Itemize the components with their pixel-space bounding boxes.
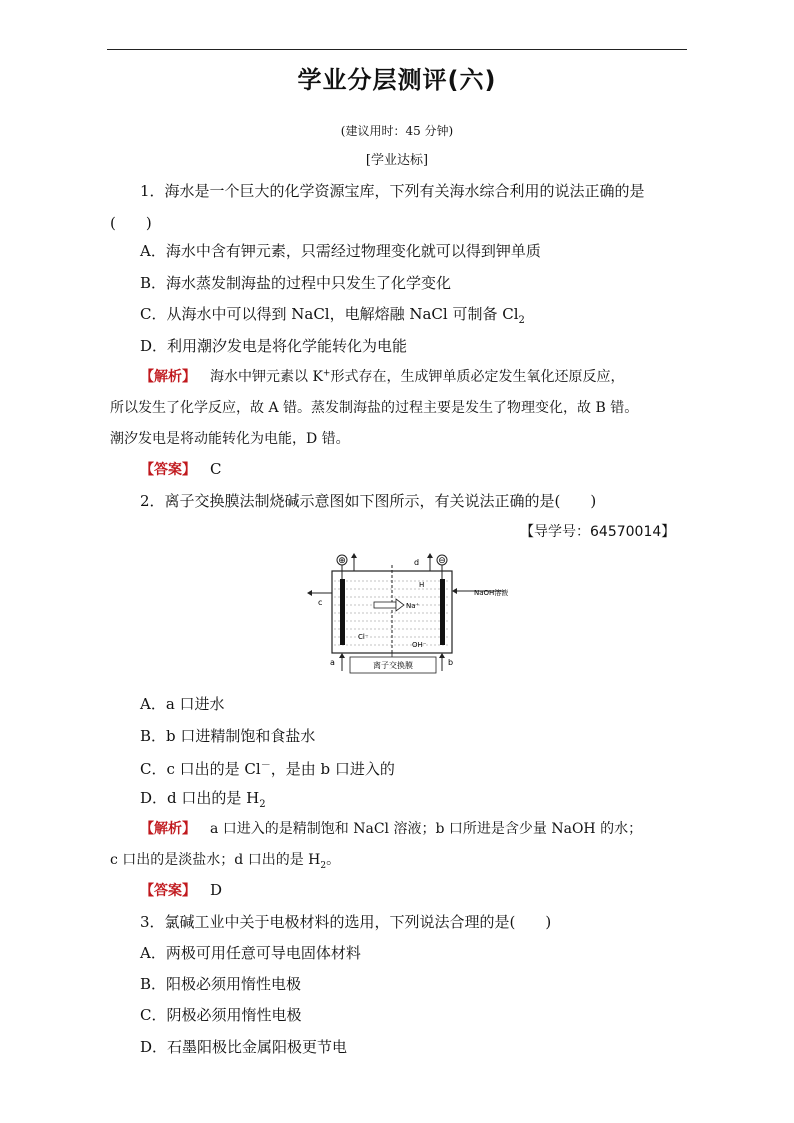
q2-option-c-sup: － bbox=[260, 760, 271, 771]
q2-answer bbox=[140, 880, 222, 900]
page-title: 学业分层测评(六) bbox=[297, 66, 497, 94]
q2-analysis-text2a: c 口出的是淡盐水；d 口出的是 H bbox=[110, 852, 321, 868]
q2-answer-value: D bbox=[210, 881, 223, 899]
analysis-tag: 【解析】 bbox=[140, 369, 196, 385]
analysis-tag: 【解析】 bbox=[140, 821, 196, 837]
q2-option-c-post: ，是由 b 口进入的 bbox=[270, 760, 395, 778]
anode bbox=[340, 579, 345, 645]
q1-analysis-text1b: 形式存在，生成钾单质必定发生氧化还原反应， bbox=[330, 369, 625, 385]
q1-option-b: B．海水蒸发制海盐的过程中只发生了化学变化 bbox=[140, 274, 452, 292]
q1-option-a: A．海水中含有钾元素，只需经过物理变化就可以得到钾单质 bbox=[140, 242, 541, 260]
q1-paren: ( ) bbox=[110, 214, 152, 232]
q1-analysis-line3: 潮汐发电是将动能转化为电能，D 错。 bbox=[110, 431, 350, 447]
q1-answer bbox=[140, 459, 221, 479]
q1-analysis-sup: + bbox=[322, 368, 331, 379]
cathode-sign: ⊖ bbox=[438, 556, 446, 566]
q2-analysis-text1: a 口进入的是精制饱和 NaCl 溶液；b 口所进是含少量 NaOH 的水； bbox=[210, 821, 643, 837]
label-a: a bbox=[330, 658, 335, 667]
h-label: H bbox=[419, 581, 425, 589]
q1-answer-value: C bbox=[210, 460, 222, 478]
naoh-label: NaOH溶液 bbox=[474, 589, 509, 597]
q3-option-d: D．石墨阳极比金属阳极更节电 bbox=[140, 1038, 348, 1056]
electrolysis-diagram bbox=[304, 553, 524, 675]
answer-tag: 【答案】 bbox=[140, 883, 196, 899]
q2-analysis-text2b: 。 bbox=[326, 852, 341, 868]
q3-option-b: B．阳极必须用惰性电极 bbox=[140, 975, 302, 993]
q3-option-a: A．两极可用任意可导电固体材料 bbox=[140, 944, 361, 962]
anode-sign: ⊕ bbox=[338, 556, 346, 566]
guide-number: 【导学号：64570014】 bbox=[520, 524, 676, 540]
q2-analysis-line2 bbox=[110, 849, 340, 871]
q3-stem: 3．氯碱工业中关于电极材料的选用，下列说法合理的是( ) bbox=[140, 913, 552, 931]
q2-option-c bbox=[140, 756, 395, 779]
time-note: (建议用时：45 分钟) bbox=[340, 124, 454, 138]
q1-option-c bbox=[140, 303, 525, 326]
na-label: Na⁺ bbox=[406, 602, 420, 610]
q2-option-b: B．b 口进精制饱和食盐水 bbox=[140, 727, 316, 745]
q1-option-d: D．利用潮汐发电是将化学能转化为电能 bbox=[140, 337, 408, 355]
q1-analysis-line2: 所以发生了化学反应，故 A 错。蒸发制海盐的过程主要是发生了物理变化，故 B 错。 bbox=[110, 400, 639, 416]
q2-option-d-sub: 2 bbox=[259, 799, 266, 810]
cl-label: Cl⁻ bbox=[358, 633, 369, 641]
label-b: b bbox=[448, 658, 454, 667]
q2-option-a: A．a 口进水 bbox=[140, 695, 225, 713]
q2-option-d bbox=[140, 787, 266, 810]
q1-option-c-text: C．从海水中可以得到 NaCl，电解熔融 NaCl 可制备 Cl bbox=[140, 305, 519, 323]
q2-option-d-text: D．d 口出的是 H bbox=[140, 789, 260, 807]
q1-option-c-sub: 2 bbox=[518, 315, 525, 326]
cathode bbox=[440, 579, 445, 645]
q2-stem: 2．离子交换膜法制烧碱示意图如下图所示，有关说法正确的是( ) bbox=[140, 492, 597, 510]
header-rule bbox=[107, 49, 687, 50]
oh-label: OH⁻ bbox=[412, 641, 427, 649]
q2-analysis-sub: 2 bbox=[320, 860, 327, 871]
answer-tag: 【答案】 bbox=[140, 462, 196, 478]
q1-analysis-line1 bbox=[140, 366, 624, 386]
label-d: d bbox=[414, 558, 420, 567]
q2-analysis-line1 bbox=[140, 818, 642, 838]
label-c: c bbox=[318, 598, 323, 607]
membrane-label: 离子交换膜 bbox=[373, 661, 413, 670]
q1-analysis-text1a: 海水中钾元素以 K bbox=[210, 369, 323, 385]
q3-option-c: C．阴极必须用惰性电极 bbox=[140, 1006, 302, 1024]
section-label: [学业达标] bbox=[365, 153, 429, 168]
q1-stem: 1．海水是一个巨大的化学资源宝库，下列有关海水综合利用的说法正确的是 bbox=[140, 182, 645, 200]
q2-option-c-text: C．c 口出的是 Cl bbox=[140, 760, 261, 778]
